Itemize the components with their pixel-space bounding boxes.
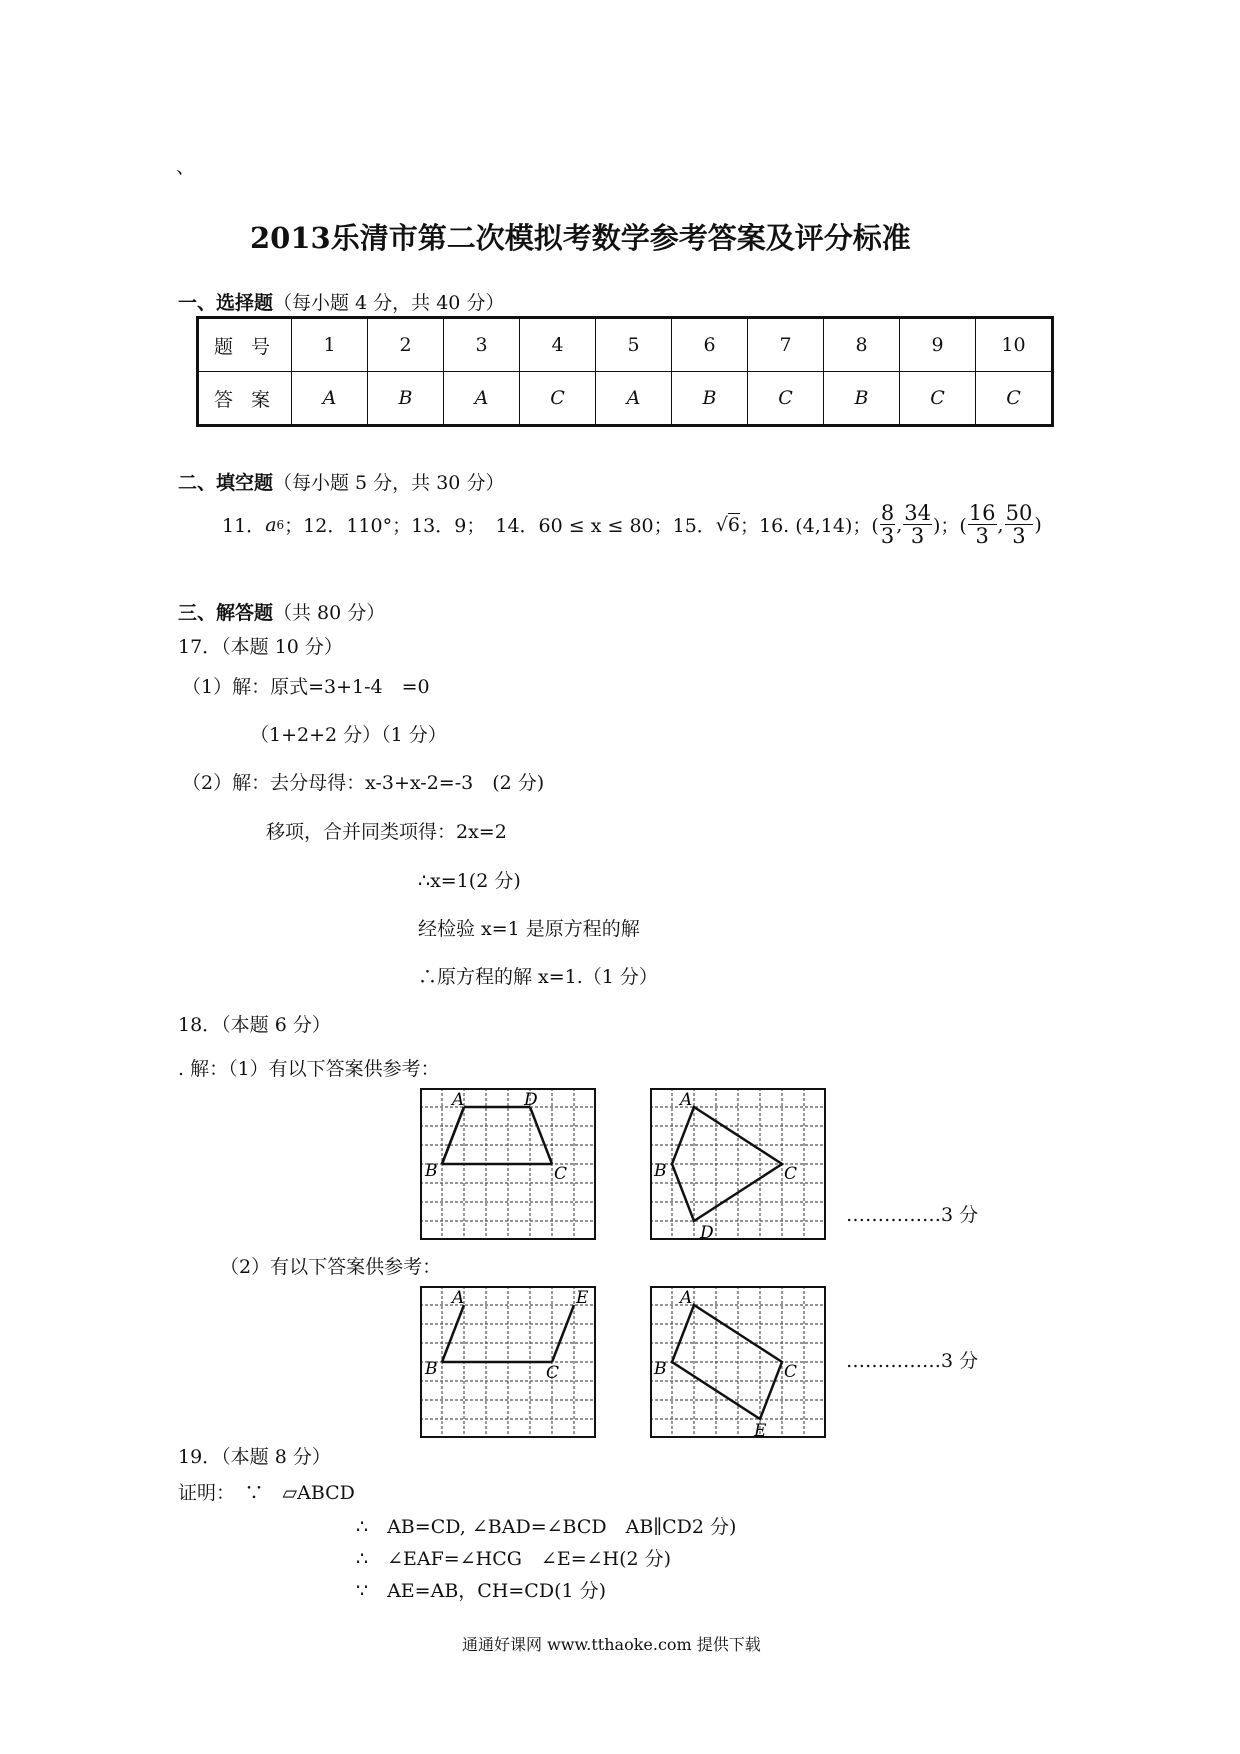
fraction-1-num: 8 bbox=[880, 501, 895, 525]
q17-line7: ∴原方程的解 x=1.（1 分） bbox=[418, 966, 658, 988]
table-row-numbers bbox=[198, 318, 1053, 372]
cell-answer: C bbox=[748, 372, 824, 426]
q17-line5: ∴x=1(2 分) bbox=[418, 870, 521, 892]
q18-heading: 18．（本题 6 分） bbox=[178, 1014, 331, 1036]
fraction-2-num: 34 bbox=[904, 501, 931, 525]
cell-number: 9 bbox=[900, 318, 976, 372]
cell-number: 6 bbox=[672, 318, 748, 372]
grid-figure-2 bbox=[650, 1088, 826, 1240]
label-b: B bbox=[654, 1161, 667, 1181]
segment-cd bbox=[530, 1107, 552, 1164]
q18-line2: （2）有以下答案供参考： bbox=[220, 1256, 442, 1278]
cell-answer: C bbox=[976, 372, 1053, 426]
label-d: D bbox=[524, 1090, 538, 1110]
q18-score2: ……………3 分 bbox=[846, 1350, 979, 1372]
fraction-4-den: 3 bbox=[1012, 524, 1026, 549]
label-c: C bbox=[784, 1164, 798, 1184]
cell-number: 7 bbox=[748, 318, 824, 372]
q18-line1: . 解：（1）有以下答案供参考： bbox=[178, 1058, 440, 1080]
label-a: A bbox=[452, 1288, 465, 1308]
cell-number: 2 bbox=[368, 318, 444, 372]
label-d: D bbox=[700, 1223, 714, 1240]
label-b: B bbox=[425, 1359, 438, 1379]
q19-line1: 证明： ∵ ▱ABCD bbox=[178, 1482, 355, 1504]
row-label-answer: 答 案 bbox=[198, 372, 292, 426]
q17-line3: （2）解：去分母得：x-3+x-2=-3 (2 分) bbox=[182, 772, 545, 794]
cell-answer: C bbox=[900, 372, 976, 426]
cell-number: 4 bbox=[520, 318, 596, 372]
fraction-4 bbox=[1005, 502, 1034, 547]
cell-number: 1 bbox=[292, 318, 368, 372]
fraction-3-num: 16 bbox=[968, 501, 996, 525]
q19-heading: 19．（本题 8 分） bbox=[178, 1446, 331, 1468]
label-a: A bbox=[680, 1288, 693, 1308]
grid-figure-1 bbox=[420, 1088, 596, 1240]
q17-line4: 移项，合并同类项得：2x=2 bbox=[266, 821, 507, 843]
q19-line2: ∴ AB=CD, ∠BAD=∠BCD AB∥CD2 分) bbox=[356, 1516, 737, 1538]
q14-q15: 14．60 ≤ x ≤ 80；15． bbox=[495, 515, 716, 538]
grid-figure-3 bbox=[420, 1286, 596, 1438]
q11-exponent: 6 bbox=[276, 517, 285, 532]
fraction-3 bbox=[968, 502, 997, 547]
fraction-4-num: 50 bbox=[1005, 501, 1033, 525]
q17-heading: 17．（本题 10 分） bbox=[178, 636, 343, 658]
cell-number: 8 bbox=[824, 318, 900, 372]
fill-answers: 11． a 6 ；12．110°；13．9； 14．60 ≤ x ≤ 80；15． √ 6 ；16. (4,14)；( $\frac{8}{3}$ , $\frac{34}{3}$ )；( $\frac{16}{3}$ , $\frac{50}{3}$ ) bbox=[222, 501, 1042, 549]
section1-note: （每小题 4 分，共 40 分） bbox=[273, 292, 505, 314]
label-c: C bbox=[784, 1362, 798, 1382]
segment-ab-line bbox=[442, 1107, 464, 1164]
segment-ab bbox=[442, 1305, 464, 1362]
q11-base: a bbox=[265, 513, 277, 536]
q17-line6: 经检验 x=1 是原方程的解 bbox=[418, 918, 640, 940]
q18-score1: ……………3 分 bbox=[846, 1204, 979, 1226]
q19-line4: ∵ AE=AB，CH=CD(1 分) bbox=[356, 1580, 607, 1602]
cell-answer: C bbox=[520, 372, 596, 426]
section2-heading bbox=[178, 468, 504, 495]
q15-radicand: 6 bbox=[727, 513, 740, 536]
fraction-1-den: 3 bbox=[880, 524, 895, 549]
q11-label: 11． bbox=[222, 515, 266, 538]
q16-mid: )；( bbox=[932, 515, 967, 538]
label-e: E bbox=[754, 1421, 767, 1438]
q17-line2: （1+2+2 分）（1 分） bbox=[250, 724, 447, 746]
grid-figure-4 bbox=[650, 1286, 826, 1438]
answer-table bbox=[196, 316, 1054, 427]
label-c: C bbox=[546, 1363, 560, 1383]
label-e: E bbox=[576, 1288, 589, 1308]
table-row-answers bbox=[198, 372, 1053, 426]
section3-heading bbox=[178, 598, 385, 625]
section2-note: （每小题 5 分，共 30 分） bbox=[273, 472, 505, 494]
cell-answer: A bbox=[292, 372, 368, 426]
cell-number: 10 bbox=[976, 318, 1053, 372]
section3-title: 三、解答题 bbox=[178, 602, 274, 624]
page-title: 2013乐清市第二次模拟考数学参考答案及评分标准 bbox=[250, 221, 911, 255]
grid-lines bbox=[650, 1088, 826, 1240]
q16-label: ；16. (4,14)；( bbox=[740, 515, 879, 538]
q16-end: ) bbox=[1034, 513, 1042, 536]
label-b: B bbox=[425, 1161, 438, 1181]
fraction-2-den: 3 bbox=[910, 524, 925, 549]
cell-answer: B bbox=[672, 372, 748, 426]
fraction-2 bbox=[903, 502, 932, 547]
cell-number: 5 bbox=[596, 318, 672, 372]
cell-answer: B bbox=[368, 372, 444, 426]
cell-answer: A bbox=[444, 372, 520, 426]
sqrt-symbol: √ bbox=[715, 513, 728, 536]
fraction-1 bbox=[880, 502, 895, 547]
label-c: C bbox=[554, 1164, 568, 1184]
q17-line1: （1）解：原式=3+1-4 =0 bbox=[182, 676, 430, 698]
q12-q13: ；12．110°；13．9； bbox=[284, 515, 486, 538]
section1-title: 一、选择题 bbox=[178, 292, 274, 314]
section1-heading bbox=[178, 288, 504, 315]
cell-number: 3 bbox=[444, 318, 520, 372]
q19-line3: ∴ ∠EAF=∠HCG ∠E=∠H(2 分) bbox=[356, 1548, 672, 1570]
section3-note: （共 80 分） bbox=[273, 602, 386, 624]
segment-ce bbox=[552, 1305, 574, 1362]
stray-mark: 、 bbox=[176, 156, 196, 178]
cell-answer: A bbox=[596, 372, 672, 426]
row-label-number: 题 号 bbox=[198, 318, 292, 372]
footer-source: 通通好课网 www.tthaoke.com 提供下载 bbox=[462, 1635, 761, 1654]
label-a: A bbox=[680, 1090, 693, 1110]
grid-lines bbox=[650, 1286, 826, 1438]
cell-answer: B bbox=[824, 372, 900, 426]
fraction-3-den: 3 bbox=[975, 524, 989, 549]
label-b: B bbox=[654, 1359, 667, 1379]
section2-title: 二、填空题 bbox=[178, 472, 274, 494]
label-a: A bbox=[452, 1090, 465, 1110]
